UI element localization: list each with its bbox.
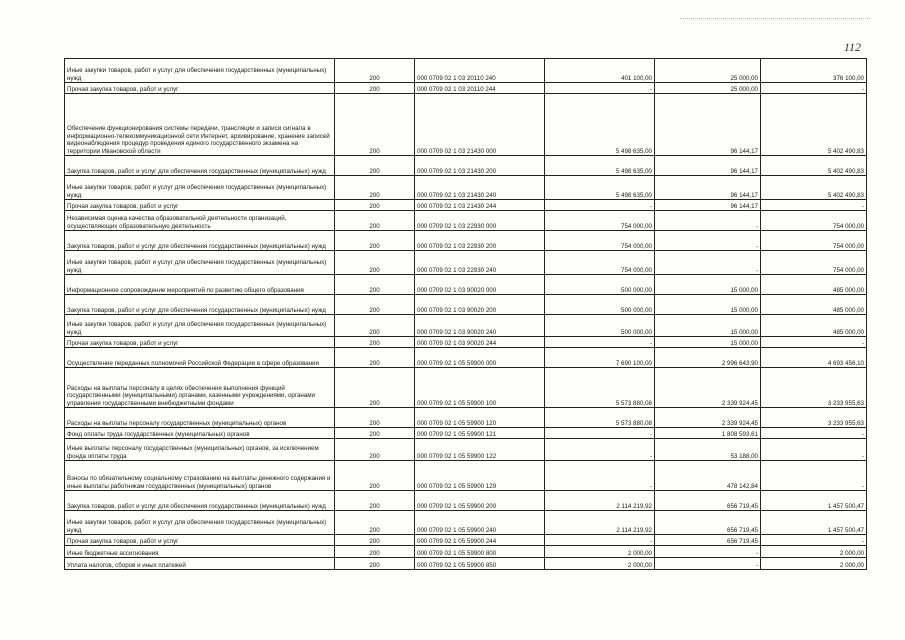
unexecuted-amount-cell: -	[761, 535, 867, 546]
unexecuted-amount-cell: 4 693 456,10	[761, 348, 867, 368]
expense-name-cell: Прочая закупка товаров, работ и услуг	[65, 535, 335, 546]
unexecuted-amount-cell: -	[761, 83, 867, 94]
executed-amount-cell: 656 719,45	[655, 491, 761, 511]
budget-classification-code-cell: 000 0709 02 1 03 21430 000	[415, 94, 545, 156]
expense-name-cell: Прочая закупка товаров, работ и услуг	[65, 83, 335, 94]
approved-amount-cell: 5 573 880,08	[545, 368, 655, 408]
executed-amount-cell: 478 142,84	[655, 461, 761, 491]
approved-amount-cell: -	[545, 461, 655, 491]
approved-amount-cell: 500 000,00	[545, 295, 655, 315]
approved-amount-cell: 754 000,00	[545, 211, 655, 231]
unexecuted-amount-cell: 1 457 500,47	[761, 491, 867, 511]
approved-amount-cell: 7 690 100,00	[545, 348, 655, 368]
line-code-cell: 200	[335, 59, 415, 83]
approved-amount-cell: 754 000,00	[545, 231, 655, 251]
line-code-cell: 200	[335, 94, 415, 156]
unexecuted-amount-cell: -	[761, 428, 867, 439]
executed-amount-cell: 96 144,17	[655, 176, 761, 200]
table-row	[65, 200, 867, 211]
line-code-cell: 200	[335, 558, 415, 570]
table-row	[65, 428, 867, 439]
executed-amount-cell: 2 339 924,45	[655, 408, 761, 428]
approved-amount-cell: 2 114 219,92	[545, 511, 655, 535]
line-code-cell: 200	[335, 156, 415, 176]
expense-name-cell: Иные закупки товаров, работ и услуг для обеспечения государственных (муниципальных) нужд	[65, 251, 335, 275]
budget-classification-code-cell: 000 0709 02 1 03 21430 240	[415, 176, 545, 200]
budget-classification-code-cell: 000 0709 02 1 03 90020 244	[415, 337, 545, 348]
executed-amount-cell: 656 719,45	[655, 535, 761, 546]
table-row	[65, 461, 867, 491]
executed-amount-cell: 96 144,17	[655, 200, 761, 211]
line-code-cell: 200	[335, 348, 415, 368]
executed-amount-cell: -	[655, 231, 761, 251]
executed-amount-cell: 53 188,00	[655, 439, 761, 461]
table-row	[65, 348, 867, 368]
line-code-cell: 200	[335, 439, 415, 461]
table-row	[65, 211, 867, 231]
budget-classification-code-cell: 000 0709 02 1 03 21430 200	[415, 156, 545, 176]
line-code-cell: 200	[335, 211, 415, 231]
line-code-cell: 200	[335, 428, 415, 439]
line-code-cell: 200	[335, 535, 415, 546]
unexecuted-amount-cell: -	[761, 439, 867, 461]
approved-amount-cell: -	[545, 439, 655, 461]
budget-classification-code-cell: 000 0709 02 1 05 59900 244	[415, 535, 545, 546]
line-code-cell: 200	[335, 176, 415, 200]
budget-classification-code-cell: 000 0709 02 1 05 59900 800	[415, 546, 545, 558]
table-row	[65, 491, 867, 511]
budget-classification-code-cell: 000 0709 02 1 05 59900 200	[415, 491, 545, 511]
expense-name-cell: Фонд оплаты труда государственных (муниципальных) органов	[65, 428, 335, 439]
approved-amount-cell: 500 000,00	[545, 275, 655, 295]
line-code-cell: 200	[335, 408, 415, 428]
budget-classification-code-cell: 000 0709 02 1 05 59900 100	[415, 368, 545, 408]
unexecuted-amount-cell: 3 233 955,63	[761, 408, 867, 428]
expense-name-cell: Осуществление переданных полномочий Российской Федерации в сфере образования	[65, 348, 335, 368]
budget-execution-table	[64, 58, 867, 570]
table-row	[65, 295, 867, 315]
line-code-cell: 200	[335, 83, 415, 94]
expense-name-cell: Прочая закупка товаров, работ и услуг	[65, 337, 335, 348]
line-code-cell: 200	[335, 200, 415, 211]
executed-amount-cell: 15 000,00	[655, 337, 761, 348]
executed-amount-cell: 96 144,17	[655, 156, 761, 176]
budget-classification-code-cell: 000 0709 02 1 03 22930 240	[415, 251, 545, 275]
approved-amount-cell: 5 498 635,00	[545, 156, 655, 176]
line-code-cell: 200	[335, 491, 415, 511]
approved-amount-cell: 5 573 880,08	[545, 408, 655, 428]
table-row	[65, 251, 867, 275]
budget-classification-code-cell: 000 0709 02 1 03 21430 244	[415, 200, 545, 211]
executed-amount-cell: 656 719,45	[655, 511, 761, 535]
table-row	[65, 315, 867, 337]
unexecuted-amount-cell: 485 000,00	[761, 315, 867, 337]
unexecuted-amount-cell: 2 000,00	[761, 546, 867, 558]
budget-classification-code-cell: 000 0709 02 1 03 90020 200	[415, 295, 545, 315]
unexecuted-amount-cell: 5 402 490,83	[761, 156, 867, 176]
line-code-cell: 200	[335, 295, 415, 315]
budget-classification-code-cell: 000 0709 02 1 05 59900 129	[415, 461, 545, 491]
line-code-cell: 200	[335, 337, 415, 348]
scan-artifact-line	[680, 18, 870, 22]
budget-classification-code-cell: 000 0709 02 1 05 59900 122	[415, 439, 545, 461]
unexecuted-amount-cell: 754 000,00	[761, 231, 867, 251]
line-code-cell: 200	[335, 231, 415, 251]
executed-amount-cell: 15 000,00	[655, 315, 761, 337]
line-code-cell: 200	[335, 251, 415, 275]
line-code-cell: 200	[335, 511, 415, 535]
executed-amount-cell: 1 808 593,61	[655, 428, 761, 439]
unexecuted-amount-cell: -	[761, 337, 867, 348]
approved-amount-cell: 2 000,00	[545, 546, 655, 558]
expense-name-cell: Закупка товаров, работ и услуг для обеспечения государственных (муниципальных) нужд	[65, 491, 335, 511]
expense-name-cell: Взносы по обязательному социальному страхованию на выплаты денежного содержания и иные выплаты работникам государственных (муниципальных) органов	[65, 461, 335, 491]
page-number: 112	[843, 40, 861, 54]
approved-amount-cell: 5 498 635,00	[545, 94, 655, 156]
budget-classification-code-cell: 000 0709 02 1 05 59900 240	[415, 511, 545, 535]
table-row	[65, 337, 867, 348]
budget-classification-code-cell: 000 0709 02 1 05 59900 850	[415, 558, 545, 570]
expense-name-cell: Уплата налогов, сборов и иных платежей	[65, 558, 335, 570]
table-row	[65, 439, 867, 461]
expense-name-cell: Информационное сопровождение мероприятий по развитию общего образования	[65, 275, 335, 295]
table-row	[65, 59, 867, 83]
executed-amount-cell: -	[655, 546, 761, 558]
table-row	[65, 83, 867, 94]
approved-amount-cell: -	[545, 535, 655, 546]
unexecuted-amount-cell: 485 000,00	[761, 295, 867, 315]
table-row	[65, 546, 867, 558]
expense-name-cell: Иные закупки товаров, работ и услуг для обеспечения государственных (муниципальных) нужд	[65, 511, 335, 535]
budget-classification-code-cell: 000 0709 02 1 03 90020 240	[415, 315, 545, 337]
expense-name-cell: Расходы на выплаты персоналу в целях обеспечения выполнения функций государственными (муниципальными) органами, казенными учреждениями, органами управления государственными внебюджетными фондами	[65, 368, 335, 408]
expense-name-cell: Независимая оценка качества образовательной деятельности организаций, осуществляющих образовательную деятельность	[65, 211, 335, 231]
unexecuted-amount-cell: 754 000,00	[761, 251, 867, 275]
expense-name-cell: Закупка товаров, работ и услуг для обеспечения государственных (муниципальных) нужд	[65, 295, 335, 315]
executed-amount-cell: 2 996 643,90	[655, 348, 761, 368]
unexecuted-amount-cell: 754 000,00	[761, 211, 867, 231]
expense-name-cell: Иные закупки товаров, работ и услуг для обеспечения государственных (муниципальных) нужд	[65, 315, 335, 337]
approved-amount-cell: -	[545, 200, 655, 211]
unexecuted-amount-cell: 5 402 490,83	[761, 176, 867, 200]
expense-name-cell: Иные выплаты персоналу государственных (муниципальных) органов, за исключением фонда оплаты труда	[65, 439, 335, 461]
executed-amount-cell: 96 144,17	[655, 94, 761, 156]
approved-amount-cell: 401 100,00	[545, 59, 655, 83]
approved-amount-cell: -	[545, 83, 655, 94]
line-code-cell: 200	[335, 546, 415, 558]
approved-amount-cell: 5 498 635,00	[545, 176, 655, 200]
executed-amount-cell: 15 000,00	[655, 275, 761, 295]
budget-classification-code-cell: 000 0709 02 1 05 59900 000	[415, 348, 545, 368]
approved-amount-cell: 2 114 219,92	[545, 491, 655, 511]
approved-amount-cell: -	[545, 337, 655, 348]
executed-amount-cell: 2 339 924,45	[655, 368, 761, 408]
budget-classification-code-cell: 000 0709 02 1 03 20110 244	[415, 83, 545, 94]
line-code-cell: 200	[335, 275, 415, 295]
unexecuted-amount-cell: -	[761, 461, 867, 491]
executed-amount-cell: -	[655, 251, 761, 275]
unexecuted-amount-cell: 1 457 500,47	[761, 511, 867, 535]
budget-classification-code-cell: 000 0709 02 1 03 22930 200	[415, 231, 545, 251]
table-row	[65, 231, 867, 251]
table-row	[65, 94, 867, 156]
approved-amount-cell: 500 000,00	[545, 315, 655, 337]
table-row	[65, 408, 867, 428]
table-row	[65, 511, 867, 535]
table-row	[65, 558, 867, 570]
budget-classification-code-cell: 000 0709 02 1 05 59900 120	[415, 408, 545, 428]
expense-name-cell: Прочая закупка товаров, работ и услуг	[65, 200, 335, 211]
table-row	[65, 176, 867, 200]
expense-name-cell: Иные закупки товаров, работ и услуг для обеспечения государственных (муниципальных) нужд	[65, 176, 335, 200]
expense-name-cell: Закупка товаров, работ и услуг для обеспечения государственных (муниципальных) нужд	[65, 156, 335, 176]
unexecuted-amount-cell: 5 402 490,83	[761, 94, 867, 156]
unexecuted-amount-cell: 485 000,00	[761, 275, 867, 295]
unexecuted-amount-cell: 2 000,00	[761, 558, 867, 570]
line-code-cell: 200	[335, 315, 415, 337]
table-row	[65, 156, 867, 176]
budget-classification-code-cell: 000 0709 02 1 05 59900 121	[415, 428, 545, 439]
table-row	[65, 368, 867, 408]
table-row	[65, 275, 867, 295]
executed-amount-cell: -	[655, 211, 761, 231]
approved-amount-cell: 2 000,00	[545, 558, 655, 570]
executed-amount-cell: 25 000,00	[655, 59, 761, 83]
expense-name-cell: Иные закупки товаров, работ и услуг для обеспечения государственных (муниципальных) нужд	[65, 59, 335, 83]
line-code-cell: 200	[335, 368, 415, 408]
budget-classification-code-cell: 000 0709 02 1 03 90020 000	[415, 275, 545, 295]
budget-classification-code-cell: 000 0709 02 1 03 22930 000	[415, 211, 545, 231]
unexecuted-amount-cell: 376 100,00	[761, 59, 867, 83]
approved-amount-cell: 754 000,00	[545, 251, 655, 275]
unexecuted-amount-cell: -	[761, 200, 867, 211]
budget-classification-code-cell: 000 0709 02 1 03 20110 240	[415, 59, 545, 83]
table-body	[65, 59, 867, 570]
expense-name-cell: Закупка товаров, работ и услуг для обеспечения государственных (муниципальных) нужд	[65, 231, 335, 251]
table-row	[65, 535, 867, 546]
expense-name-cell: Расходы на выплаты персоналу государственных (муниципальных) органов	[65, 408, 335, 428]
unexecuted-amount-cell: 3 233 955,63	[761, 368, 867, 408]
executed-amount-cell: 15 000,00	[655, 295, 761, 315]
expense-name-cell: Обеспечение функционирования системы передачи, трансляции и записи сигнала в информационно-телекоммуникационной сети Интернет, архивирование, хранение записей видеонаблюдения процедур проведения единого государственного экзамена на территории Ивановской области	[65, 94, 335, 156]
executed-amount-cell: -	[655, 558, 761, 570]
line-code-cell: 200	[335, 461, 415, 491]
expense-name-cell: Иные бюджетные ассигнования	[65, 546, 335, 558]
executed-amount-cell: 25 000,00	[655, 83, 761, 94]
approved-amount-cell: -	[545, 428, 655, 439]
